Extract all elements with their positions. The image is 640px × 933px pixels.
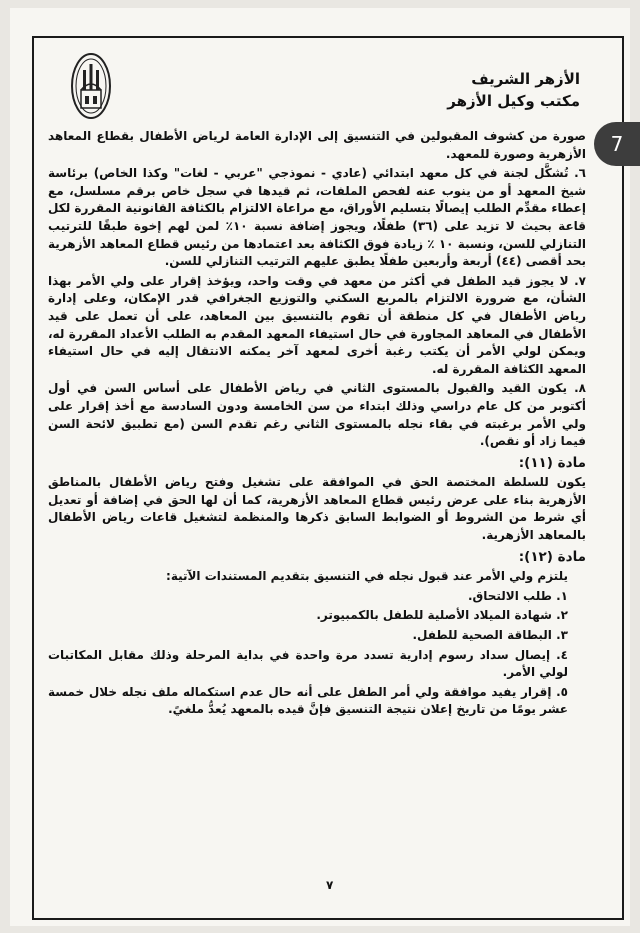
- article-11-text: يكون للسلطة المختصة الحق في الموافقة على تشغيل وفتح رياض الأطفال بالمناطق الأزهرية بناء على عرض رئيس قطاع المعاهد الأزهرية، كما أن لها الحق في إضافة أو تعديل أي شرط من الشروط أو الضوابط السابق ذكرها والمنظمة لتشغيل قاعات رياض الأطفال بالمعاهد الأزهرية.: [48, 475, 586, 543]
- document-page: [10, 8, 630, 926]
- clause-8: ٨. يكون القيد والقبول بالمستوى الثاني في رياض الأطفال على أساس السن في أول أكتوبر من كل عام دراسي وذلك ابتداء من سن الخامسة ودون السادسة مع أخذ إقرار على ولي الأمر برغبته في بقاء نجله بالمستوى الثاني رغم تقدم السن (مع تطبيق لائحة السن فيما زاد أو نقص).: [48, 381, 586, 449]
- article-12-intro: يلتزم ولي الأمر عند قبول نجله في التنسيق بتقديم المستندات الآتية:: [166, 569, 568, 584]
- required-document-5: ٥. إقرار يفيد موافقة ولي أمر الطفل على أنه حال عدم استكماله ملف نجله خلال خمسة عشر يومًا من تاريخ إعلان نتيجة التنسيق فإنَّ قيده بالمعهد يُعدُّ ملغيً.: [48, 684, 568, 717]
- clause-7: ٧. لا يجوز قيد الطفل في أكثر من معهد في وقت واحد، ويؤخذ إقرار على ولي الأمر بهذا الشأن، مع ضرورة الالتزام بالمربع السكني والتوزيع الجغرافي قدر الإمكان، وعلى إدارة رياض الأطفال في كل منطقة أن تقوم بالتنسيق بين المعاهد، على أن تعمل على قيد الأطفال في المعاهد المجاورة في حال استيفاء المعهد المقدم به الطلب الأعداد المقررة له، ويمكن لولي الأمر أن يكتب رغبة أخرى لمعهد آخر يمكنه الانتقال إليه في حال استيفاء المعهد الكثافة المقررة له.: [48, 273, 586, 376]
- page-number: ٧: [326, 878, 334, 892]
- required-document-1: ١. طلب الالتحاق.: [467, 588, 568, 603]
- article-11-heading: مادة (١١):: [518, 454, 586, 471]
- office-name: مكتب وكيل الأزهر: [447, 92, 580, 110]
- required-document-3: ٣. البطاقة الصحية للطفل.: [412, 628, 568, 643]
- article-12-heading: مادة (١٢):: [518, 548, 586, 565]
- paragraph-copy-lists: صورة من كشوف المقبولين في التنسيق إلى الإدارة العامة لرياض الأطفال بقطاع المعاهد الأزهرية وصورة للمعهد.: [48, 129, 586, 161]
- clause-6: ٦. تُشكَّل لجنة في كل معهد ابتدائي (عادي - نموذجي "عربي - لغات" وكذا الخاص) برئاسة شيخ المعهد أو من ينوب عنه لفحص الملفات، ثم قيدها في سجل خاص برقم مسلسل، مع إعطاء مقدِّم الطلب إيصالًا بتسليم الأوراق، مع مراعاة الالتزام بالكثافة القانونية المقررة لكل قاعة بحيث لا تزيد على (٣٦) طفلًا، ويجوز إضافة نسبة ١٠٪ لمن لهم إخوة طبقًا للترتيب التنازلي للسن، ونسبة ١٠ ٪ زيادة فوق الكثافة بعد اعتمادها من رئيس قطاع المعاهد الأزهرية بحد أقصى (٤٤) أربعة وأربعين طفلًا يطبق عليهم الترتيب التنازلي للسن.: [48, 166, 586, 269]
- document-body: [48, 128, 586, 721]
- institution-name: الأزهر الشريف: [471, 70, 580, 88]
- azhar-logo: [70, 52, 112, 120]
- page-index-tab[interactable]: 7: [594, 122, 640, 166]
- required-document-2: ٢. شهادة الميلاد الأصلية للطفل بالكمبيوتر.: [316, 608, 568, 623]
- required-document-4: ٤. إيصال سداد رسوم إدارية تسدد مرة واحدة في بداية المرحلة وذلك مقابل المكاتبات لولي الأمر.: [48, 647, 568, 680]
